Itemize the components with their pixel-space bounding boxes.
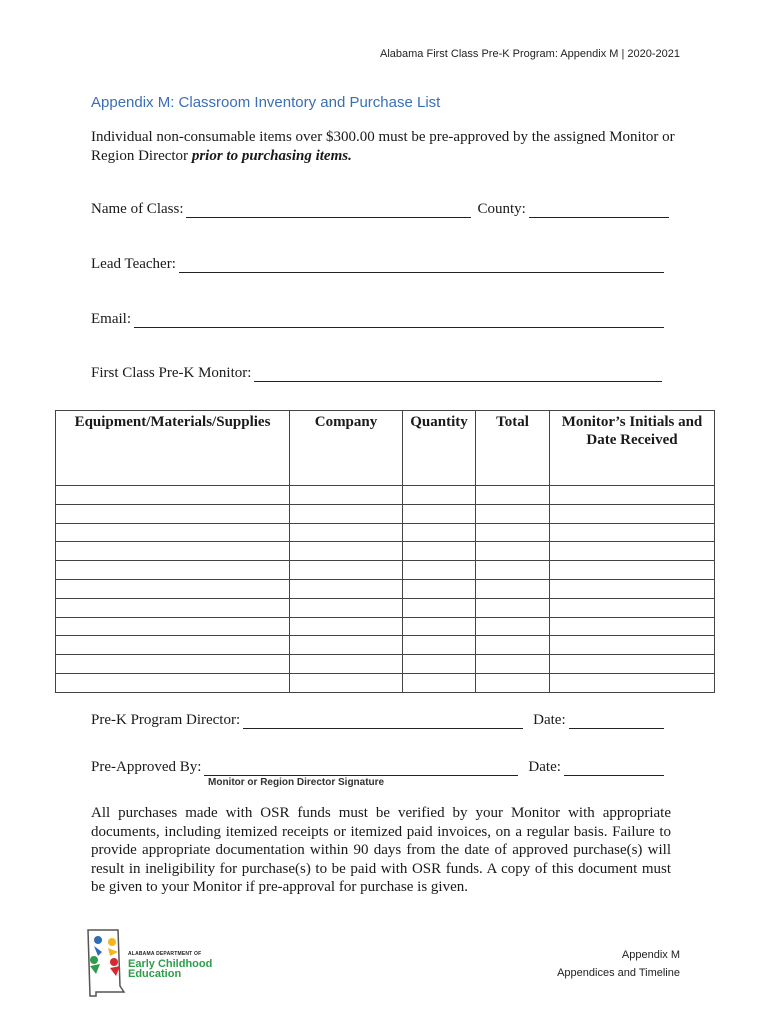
county-label: County: [477, 201, 526, 217]
footer-section: Appendices and Timeline [557, 967, 680, 979]
column-header-quantity: Quantity [403, 411, 476, 486]
table-cell[interactable] [403, 486, 476, 505]
table-cell[interactable] [476, 504, 550, 523]
table-cell[interactable] [56, 673, 290, 692]
table-cell[interactable] [290, 579, 403, 598]
table-cell[interactable] [550, 617, 715, 636]
table-row [56, 523, 715, 542]
table-cell[interactable] [403, 673, 476, 692]
table-cell[interactable] [56, 523, 290, 542]
monitor-field[interactable] [254, 367, 662, 382]
county-field[interactable] [529, 203, 669, 218]
table-cell[interactable] [403, 542, 476, 561]
table-cell[interactable] [290, 561, 403, 580]
intro-emphasis: prior to purchasing items. [191, 148, 352, 164]
table-row [56, 636, 715, 655]
class-name-field[interactable] [186, 203, 471, 218]
table-cell[interactable] [476, 617, 550, 636]
table-row [56, 579, 715, 598]
column-header-equipment: Equipment/Materials/Supplies [56, 411, 290, 486]
table-cell[interactable] [290, 655, 403, 674]
column-header-company: Company [290, 411, 403, 486]
table-cell[interactable] [476, 673, 550, 692]
date-field-2[interactable] [564, 761, 664, 776]
table-cell[interactable] [56, 542, 290, 561]
director-signature-field[interactable] [243, 714, 523, 729]
table-cell[interactable] [550, 561, 715, 580]
date-label-2: Date: [528, 759, 561, 775]
table-cell[interactable] [550, 655, 715, 674]
table-cell[interactable] [290, 523, 403, 542]
table-cell[interactable] [403, 655, 476, 674]
table-cell[interactable] [56, 561, 290, 580]
table-row [56, 561, 715, 580]
email-label: Email: [91, 311, 131, 327]
table-header-row [56, 411, 715, 486]
table-cell[interactable] [476, 655, 550, 674]
monitor-row [91, 365, 662, 382]
lead-teacher-label: Lead Teacher: [91, 256, 176, 272]
table-cell[interactable] [476, 561, 550, 580]
inventory-table-body [56, 486, 715, 693]
table-cell[interactable] [290, 504, 403, 523]
director-label: Pre-K Program Director: [91, 712, 241, 728]
table-row [56, 542, 715, 561]
preapproved-signature-field[interactable] [204, 761, 518, 776]
signature-caption: Monitor or Region Director Signature [208, 777, 385, 788]
date-label-1: Date: [533, 712, 566, 728]
inventory-table [55, 410, 715, 693]
table-cell[interactable] [550, 598, 715, 617]
table-cell[interactable] [403, 504, 476, 523]
director-row [91, 712, 664, 729]
table-cell[interactable] [290, 617, 403, 636]
table-cell[interactable] [403, 579, 476, 598]
lead-teacher-field[interactable] [179, 258, 664, 273]
date-field-1[interactable] [569, 714, 664, 729]
table-cell[interactable] [550, 579, 715, 598]
table-cell[interactable] [476, 636, 550, 655]
table-cell[interactable] [403, 636, 476, 655]
table-cell[interactable] [56, 504, 290, 523]
page-title: Appendix M: Classroom Inventory and Purchase List [91, 94, 441, 111]
table-cell[interactable] [550, 636, 715, 655]
table-cell[interactable] [476, 542, 550, 561]
intro-text: Individual non-consumable items over $300.00 must be pre-approved by the assigned Monitor or Region Director [91, 129, 675, 164]
table-cell[interactable] [290, 486, 403, 505]
table-cell[interactable] [550, 523, 715, 542]
table-cell[interactable] [550, 504, 715, 523]
email-row [91, 311, 664, 328]
column-header-total: Total [476, 411, 550, 486]
class-name-label: Name of Class: [91, 201, 184, 217]
logo-line-1: ALABAMA DEPARTMENT OF [128, 951, 202, 957]
preapproved-row [91, 759, 664, 776]
table-row [56, 504, 715, 523]
table-cell[interactable] [56, 617, 290, 636]
table-row [56, 598, 715, 617]
column-header-monitor-initials: Monitor’s Initials and Date Received [550, 411, 715, 486]
preapproved-label: Pre-Approved By: [91, 759, 202, 775]
class-name-row [91, 201, 669, 218]
table-cell[interactable] [290, 598, 403, 617]
email-field[interactable] [134, 313, 664, 328]
table-cell[interactable] [476, 486, 550, 505]
table-cell[interactable] [56, 486, 290, 505]
table-cell[interactable] [56, 636, 290, 655]
table-cell[interactable] [476, 598, 550, 617]
table-row [56, 486, 715, 505]
monitor-label: First Class Pre-K Monitor: [91, 365, 252, 381]
osr-funds-note: All purchases made with OSR funds must be verified by your Monitor with appropriate documents, including itemized receipts or itemized paid invoices, on a regular basis. Failure to provide appropriate documentation within 90 days from the date of approved purchase(s) will result in ineligibility for purchase(s) to be paid with OSR funds. A copy of this document must be given to your Monitor if pre-approval for purchase is given. [91, 805, 671, 895]
table-cell[interactable] [550, 486, 715, 505]
running-header: Alabama First Class Pre-K Program: Appendix M | 2020-2021 [380, 48, 680, 60]
logo-wordmark [128, 949, 212, 979]
logo-line-3: Education [128, 968, 182, 980]
table-row [56, 655, 715, 674]
page-footer [557, 946, 680, 982]
table-row [56, 673, 715, 692]
table-cell[interactable] [290, 673, 403, 692]
table-cell[interactable] [403, 617, 476, 636]
table-cell[interactable] [403, 598, 476, 617]
table-cell[interactable] [56, 598, 290, 617]
table-cell[interactable] [550, 542, 715, 561]
table-cell[interactable] [476, 579, 550, 598]
lead-teacher-row [91, 256, 664, 273]
table-cell[interactable] [403, 523, 476, 542]
intro-paragraph [91, 128, 691, 166]
table-cell[interactable] [403, 561, 476, 580]
logo-line-2: Early Childhood [128, 958, 213, 970]
table-cell[interactable] [476, 523, 550, 542]
table-cell[interactable] [550, 673, 715, 692]
table-cell[interactable] [56, 579, 290, 598]
footer-appendix: Appendix M [621, 949, 680, 961]
table-row [56, 617, 715, 636]
table-cell[interactable] [290, 636, 403, 655]
table-cell[interactable] [56, 655, 290, 674]
table-cell[interactable] [290, 542, 403, 561]
